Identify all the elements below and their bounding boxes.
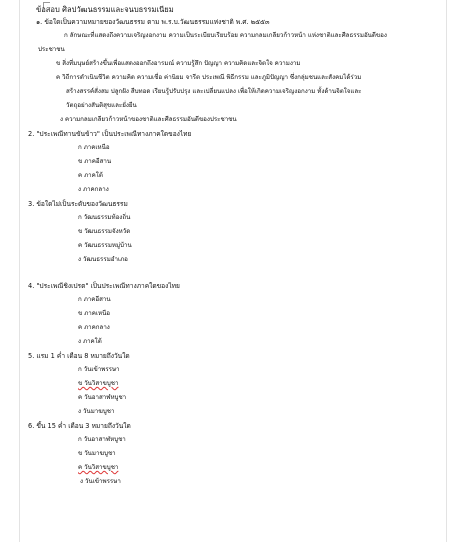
question-6-option-c: ค วันวิสาขบูชา (78, 464, 119, 471)
question-5-option-b: ข วันวิสาขบูชา (78, 380, 119, 387)
document-title: ข้อสอบ ศิลปวัฒนธรรมและจนบธรรมเนียม (36, 5, 174, 14)
question-1-option-a: ก ลักษณะที่แสดงถึงความเจริญงอกงาม ความเป็นระเบียบเรียบร้อย ความกลมเกลียวก้าวหน้า แห่งชาติและศีลธรรมอันดีของ (64, 32, 387, 39)
question-3-option-c: ค วัฒนธรรมหมู่บ้าน (78, 242, 132, 249)
question-3-heading: 3. ข้อใดไม่เป็นระดับของวัฒนธรรม (28, 200, 128, 208)
question-5-option-d: ง วันมาฆบูชา (78, 408, 115, 415)
question-1-option-c: ค วิถีการดำเนินชีวิต ความคิด ความเชื่อ ค่านิยม จารีต ประเพณี พิธีกรรม และภูมิปัญญา ซึ่งกลุ่มชนและสังคมได้ร่วม (56, 74, 362, 81)
question-1-option-b: ข สิ่งที่มนุษย์สร้างขึ้นเพื่อแสดงออกถึงอารมณ์ ความรู้สึก ปัญญา ความคิดและจิตใจ ความงาม (56, 60, 301, 67)
question-1-option-a-cont: ประชาชน (38, 46, 65, 53)
question-1-option-c-cont: สร้างสรรค์สั่งสม ปลูกฝัง สืบทอด เรียนรู้ปรับปรุง และเปลี่ยนแปลง เพื่อให้เกิดความเจริญงอกงาม ทั้งด้านจิตใจและ (66, 88, 362, 95)
question-4-option-a: ก ภาคอีสาน (78, 296, 111, 303)
question-3-option-d: ง วัฒนธรรมอำเภอ (78, 256, 128, 263)
question-5-heading: 5. แรม 1 ค่ำ เดือน 8 หมายถึงวันใด (28, 352, 130, 360)
page-margin-left (19, 0, 20, 542)
question-1-option-c-cont2: วัตถุอย่างสันติสุขและยั่งยืน (66, 102, 137, 109)
question-4-option-d: ง ภาคใต้ (78, 338, 102, 345)
question-2-option-c: ค ภาคใต้ (78, 172, 103, 179)
question-6-option-b: ข วันมาฆบูชา (78, 450, 116, 457)
question-1-option-d: ง ความกลมเกลียวก้าวหน้าของชาติและศีลธรรมอันดีของประชาชน (60, 116, 237, 123)
question-4-option-b: ข ภาคเหนือ (78, 310, 111, 317)
question-3-option-a: ก วัฒนธรรมท้องถิ่น (78, 214, 131, 221)
question-2-option-b: ข ภาคอีสาน (78, 158, 112, 165)
question-2-heading: 2. "ประเพณีทานขันข้าว" เป็นประเพณีทางภาคใดของไทย (28, 130, 192, 138)
question-5-option-c: ค วันอาสาฬหบูชา (78, 394, 127, 401)
question-2-option-a: ก ภาคเหนือ (78, 144, 110, 151)
question-3-option-b: ข วัฒนธรรมจังหวัด (78, 228, 131, 235)
question-4-heading: 4. "ประเพณีชิงเปรต" เป็นประเพณีทางภาคใดของไทย (28, 282, 180, 290)
question-2-option-d: ง ภาคกลาง (78, 186, 109, 193)
question-5-option-a: ก วันเข้าพรรษา (78, 366, 120, 373)
question-6-option-d: ง วันเข้าพรรษา (80, 478, 121, 485)
page-margin-right (446, 0, 447, 542)
question-4-option-c: ค ภาคกลาง (78, 324, 110, 331)
question-6-heading: 6. ขึ้น 15 ค่ำ เดือน 3 หมายถึงวันใด (28, 422, 131, 430)
question-1-heading: ๑. ข้อใดเป็นความหมายของวัฒนธรรม ตาม พ.ร.บ.วัฒนธรรมแห่งชาติ พ.ศ. ๒๕๕๓ (36, 18, 270, 26)
question-6-option-a: ก วันอาสาฬหบูชา (78, 436, 126, 443)
